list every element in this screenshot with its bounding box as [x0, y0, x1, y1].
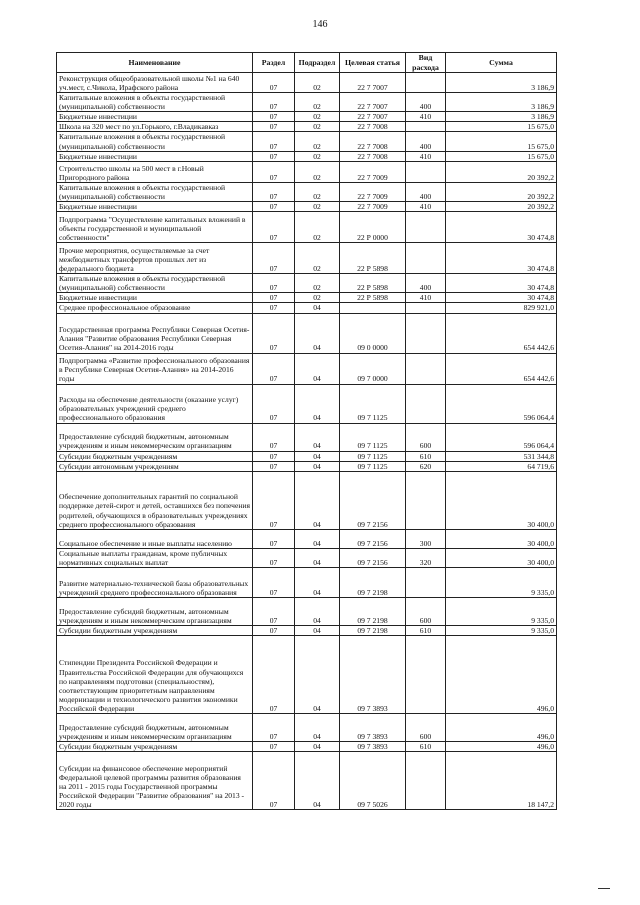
- cell-target-article: 09 7 3893: [340, 636, 406, 714]
- cell-target-article: 22 7 7007: [340, 73, 406, 93]
- cell-expense-type: 320: [406, 548, 446, 567]
- cell-sum: 531 344,8: [446, 451, 557, 461]
- cell-name: Предоставление субсидий бюджетным, автономным учреждениям и иным некоммерческим организациям: [57, 714, 253, 742]
- cell-sum: 30 400,0: [446, 529, 557, 548]
- table-row: [57, 112, 557, 122]
- header-razdel: Раздел: [253, 53, 295, 73]
- cell-expense-type: [406, 353, 446, 384]
- cell-razdel: 07: [253, 597, 295, 625]
- cell-razdel: 07: [253, 243, 295, 274]
- cell-podrazdel: 04: [295, 548, 340, 567]
- cell-target-article: 22 Р 0000: [340, 212, 406, 243]
- cell-razdel: 07: [253, 313, 295, 353]
- table-body: [57, 73, 557, 810]
- cell-target-article: 09 7 2156: [340, 471, 406, 529]
- cell-target-article: 09 7 2198: [340, 625, 406, 635]
- table-row: [57, 303, 557, 313]
- cell-expense-type: 610: [406, 742, 446, 752]
- cell-sum: 9 335,0: [446, 567, 557, 597]
- cell-sum: 496,0: [446, 714, 557, 742]
- budget-table: [56, 52, 557, 810]
- cell-target-article: 09 7 1125: [340, 423, 406, 451]
- cell-podrazdel: 02: [295, 243, 340, 274]
- cell-expense-type: 400: [406, 93, 446, 112]
- cell-razdel: 07: [253, 423, 295, 451]
- cell-target-article: [340, 303, 406, 313]
- cell-target-article: 22 7 7008: [340, 122, 406, 132]
- cell-podrazdel: 04: [295, 742, 340, 752]
- cell-name: Стипендии Президента Российской Федерации и Правительства Российской Федерации для обучающихся по направлениям подготовки (специальностям), соответствующим приоритетным направлениям модернизации и технологического развития экономики Российской Федерации: [57, 636, 253, 714]
- cell-expense-type: [406, 212, 446, 243]
- table-header: [57, 53, 557, 73]
- header-expense-type: Вид расхода: [406, 53, 446, 73]
- cell-target-article: 09 7 3893: [340, 742, 406, 752]
- cell-razdel: 07: [253, 353, 295, 384]
- cell-expense-type: 400: [406, 182, 446, 201]
- cell-podrazdel: 04: [295, 384, 340, 423]
- cell-razdel: 07: [253, 112, 295, 122]
- table-row: [57, 423, 557, 451]
- table-row: [57, 742, 557, 752]
- table-row: [57, 151, 557, 161]
- cell-expense-type: 300: [406, 529, 446, 548]
- table-row: [57, 451, 557, 461]
- header-target-article: Целевая статья: [340, 53, 406, 73]
- cell-name: Прочие мероприятия, осуществляемые за счет межбюджетных трансфертов прошлых лет из федерального бюджета: [57, 243, 253, 274]
- cell-name: Обеспечение дополнительных гарантий по социальной поддержке детей-сирот и детей, оставшихся без попечения родителей, обучающихся в образовательных учреждениях среднего профессионального образования: [57, 471, 253, 529]
- cell-razdel: 07: [253, 93, 295, 112]
- table-row: [57, 161, 557, 182]
- table-row: [57, 313, 557, 353]
- cell-name: Субсидии бюджетным учреждениям: [57, 451, 253, 461]
- cell-target-article: 22 7 7007: [340, 112, 406, 122]
- cell-sum: 30 474,8: [446, 243, 557, 274]
- cell-name: Субсидии бюджетным учреждениям: [57, 625, 253, 635]
- cell-sum: 15 675,0: [446, 132, 557, 151]
- cell-target-article: 09 7 2156: [340, 529, 406, 548]
- cell-razdel: 07: [253, 548, 295, 567]
- cell-target-article: 22 7 7009: [340, 161, 406, 182]
- cell-name: Строительство школы на 500 мест в г.Новый Пригородного района: [57, 161, 253, 182]
- cell-sum: 30 400,0: [446, 471, 557, 529]
- cell-podrazdel: 02: [295, 73, 340, 93]
- cell-expense-type: [406, 636, 446, 714]
- cell-sum: 30 400,0: [446, 548, 557, 567]
- cell-sum: 9 335,0: [446, 597, 557, 625]
- cell-expense-type: [406, 73, 446, 93]
- cell-target-article: 22 7 7008: [340, 132, 406, 151]
- table-row: [57, 461, 557, 471]
- cell-sum: 30 474,8: [446, 293, 557, 303]
- table-row: [57, 212, 557, 243]
- cell-expense-type: [406, 384, 446, 423]
- cell-target-article: 22 7 7009: [340, 182, 406, 201]
- table-row: [57, 548, 557, 567]
- cell-podrazdel: 04: [295, 752, 340, 810]
- cell-sum: 30 474,8: [446, 212, 557, 243]
- cell-expense-type: 400: [406, 132, 446, 151]
- cell-razdel: 07: [253, 151, 295, 161]
- table-row: [57, 73, 557, 93]
- cell-expense-type: 400: [406, 274, 446, 293]
- cell-expense-type: [406, 313, 446, 353]
- cell-razdel: 07: [253, 461, 295, 471]
- cell-podrazdel: 02: [295, 212, 340, 243]
- header-name: Наименование: [57, 53, 253, 73]
- cell-sum: 3 186,9: [446, 93, 557, 112]
- cell-sum: 15 675,0: [446, 151, 557, 161]
- cell-razdel: 07: [253, 201, 295, 211]
- cell-expense-type: 610: [406, 625, 446, 635]
- cell-name: Подпрограмма "Осуществление капитальных вложений в объекты государственной и муниципальной собственности": [57, 212, 253, 243]
- cell-sum: 20 392,2: [446, 182, 557, 201]
- table-row: [57, 122, 557, 132]
- cell-expense-type: 410: [406, 201, 446, 211]
- table-row: [57, 752, 557, 810]
- cell-podrazdel: 04: [295, 451, 340, 461]
- cell-name: Предоставление субсидий бюджетным, автономным учреждениям и иным некоммерческим организациям: [57, 423, 253, 451]
- cell-target-article: 09 7 0000: [340, 353, 406, 384]
- cell-podrazdel: 02: [295, 274, 340, 293]
- cell-razdel: 07: [253, 161, 295, 182]
- cell-name: Подпрограмма «Развитие профессионального образования в Республике Северная Осетия-Алания» на 2014-2016 годы: [57, 353, 253, 384]
- cell-expense-type: 600: [406, 714, 446, 742]
- cell-podrazdel: 02: [295, 161, 340, 182]
- cell-sum: 18 147,2: [446, 752, 557, 810]
- cell-podrazdel: 02: [295, 122, 340, 132]
- cell-podrazdel: 04: [295, 636, 340, 714]
- cell-sum: 20 392,2: [446, 201, 557, 211]
- cell-name: Социальное обеспечение и иные выплаты населению: [57, 529, 253, 548]
- cell-expense-type: [406, 567, 446, 597]
- cell-target-article: 09 7 1125: [340, 461, 406, 471]
- cell-expense-type: [406, 243, 446, 274]
- cell-sum: 3 186,9: [446, 73, 557, 93]
- cell-name: Расходы на обеспечение деятельности (оказание услуг) образовательных учреждений среднего профессионального образования: [57, 384, 253, 423]
- table-row: [57, 274, 557, 293]
- table-row: [57, 529, 557, 548]
- header-sum: Сумма: [446, 53, 557, 73]
- cell-target-article: 09 7 1125: [340, 384, 406, 423]
- footer-mark: [598, 888, 610, 889]
- cell-sum: 64 719,6: [446, 461, 557, 471]
- cell-expense-type: [406, 161, 446, 182]
- cell-target-article: 09 7 2156: [340, 548, 406, 567]
- table-row: [57, 293, 557, 303]
- cell-sum: 596 064,4: [446, 423, 557, 451]
- cell-expense-type: 410: [406, 293, 446, 303]
- cell-expense-type: 600: [406, 597, 446, 625]
- cell-podrazdel: 04: [295, 353, 340, 384]
- cell-podrazdel: 02: [295, 93, 340, 112]
- cell-razdel: 07: [253, 714, 295, 742]
- cell-razdel: 07: [253, 625, 295, 635]
- cell-expense-type: [406, 471, 446, 529]
- table-row: [57, 597, 557, 625]
- cell-podrazdel: 04: [295, 313, 340, 353]
- cell-razdel: 07: [253, 212, 295, 243]
- cell-razdel: 07: [253, 303, 295, 313]
- table-row: [57, 182, 557, 201]
- page-number: 146: [312, 19, 328, 30]
- table-row: [57, 714, 557, 742]
- cell-razdel: 07: [253, 132, 295, 151]
- cell-podrazdel: 02: [295, 182, 340, 201]
- cell-podrazdel: 04: [295, 423, 340, 451]
- table-row: [57, 243, 557, 274]
- cell-razdel: 07: [253, 73, 295, 93]
- cell-sum: 496,0: [446, 636, 557, 714]
- cell-name: Субсидии бюджетным учреждениям: [57, 742, 253, 752]
- cell-name: Государственная программа Республики Северная Осетия-Алания "Развитие образования Республики Северная Осетия-Алания" на 2014-2016 годы: [57, 313, 253, 353]
- cell-podrazdel: 04: [295, 567, 340, 597]
- cell-sum: 9 335,0: [446, 625, 557, 635]
- cell-target-article: 09 7 1125: [340, 451, 406, 461]
- cell-podrazdel: 04: [295, 303, 340, 313]
- table-row: [57, 353, 557, 384]
- cell-sum: 3 186,9: [446, 112, 557, 122]
- cell-sum: 20 392,2: [446, 161, 557, 182]
- cell-name: Социальные выплаты гражданам, кроме публичных нормативных социальных выплат: [57, 548, 253, 567]
- cell-expense-type: 620: [406, 461, 446, 471]
- table-row: [57, 132, 557, 151]
- table-row: [57, 93, 557, 112]
- table-row: [57, 636, 557, 714]
- cell-podrazdel: 04: [295, 597, 340, 625]
- cell-name: Развитие материально-технической базы образовательных учреждений среднего профессионального образования: [57, 567, 253, 597]
- cell-sum: 654 442,6: [446, 353, 557, 384]
- cell-sum: 15 675,0: [446, 122, 557, 132]
- cell-name: Бюджетные инвестиции: [57, 201, 253, 211]
- cell-target-article: 22 Р 5898: [340, 293, 406, 303]
- cell-name: Бюджетные инвестиции: [57, 151, 253, 161]
- cell-razdel: 07: [253, 274, 295, 293]
- cell-name: Субсидии на финансовое обеспечение мероприятий Федеральной целевой программы развития образования на 2011 - 2015 годы Государственной программы Российской Федерации "Развитие образования" на 2013 - 2020 годы: [57, 752, 253, 810]
- table-row: [57, 625, 557, 635]
- cell-name: Капитальные вложения в объекты государственной (муниципальной) собственности: [57, 132, 253, 151]
- cell-podrazdel: 04: [295, 714, 340, 742]
- table-row: [57, 384, 557, 423]
- cell-expense-type: [406, 303, 446, 313]
- cell-podrazdel: 02: [295, 112, 340, 122]
- cell-expense-type: [406, 752, 446, 810]
- table-row: [57, 471, 557, 529]
- cell-sum: 654 442,6: [446, 313, 557, 353]
- cell-expense-type: 410: [406, 112, 446, 122]
- cell-sum: 496,0: [446, 742, 557, 752]
- cell-name: Капитальные вложения в объекты государственной (муниципальной) собственности: [57, 182, 253, 201]
- cell-sum: 596 064,4: [446, 384, 557, 423]
- cell-target-article: 09 7 3893: [340, 714, 406, 742]
- cell-name: Капитальные вложения в объекты государственной (муниципальной) собственности: [57, 274, 253, 293]
- cell-podrazdel: 02: [295, 132, 340, 151]
- cell-podrazdel: 04: [295, 529, 340, 548]
- cell-name: Реконструкция общеобразовательной школы №1 на 640 уч.мест, с.Чикола, Ирафского района: [57, 73, 253, 93]
- cell-name: Капитальные вложения в объекты государственной (муниципальной) собственности: [57, 93, 253, 112]
- cell-razdel: 07: [253, 742, 295, 752]
- cell-podrazdel: 04: [295, 625, 340, 635]
- cell-razdel: 07: [253, 752, 295, 810]
- cell-name: Школа на 320 мест по ул.Горького, г.Владикавказ: [57, 122, 253, 132]
- cell-expense-type: 610: [406, 451, 446, 461]
- cell-sum: 829 921,0: [446, 303, 557, 313]
- cell-name: Субсидии автономным учреждениям: [57, 461, 253, 471]
- cell-target-article: 09 7 2198: [340, 597, 406, 625]
- cell-razdel: 07: [253, 529, 295, 548]
- cell-target-article: 09 7 2198: [340, 567, 406, 597]
- cell-sum: 30 474,8: [446, 274, 557, 293]
- cell-podrazdel: 04: [295, 471, 340, 529]
- cell-razdel: 07: [253, 471, 295, 529]
- header-row: [57, 53, 557, 73]
- cell-name: Бюджетные инвестиции: [57, 293, 253, 303]
- cell-expense-type: [406, 122, 446, 132]
- cell-expense-type: 600: [406, 423, 446, 451]
- cell-name: Бюджетные инвестиции: [57, 112, 253, 122]
- cell-razdel: 07: [253, 384, 295, 423]
- cell-target-article: 22 7 7009: [340, 201, 406, 211]
- cell-razdel: 07: [253, 293, 295, 303]
- cell-target-article: 22 Р 5898: [340, 274, 406, 293]
- cell-podrazdel: 02: [295, 151, 340, 161]
- cell-name: Предоставление субсидий бюджетным, автономным учреждениям и иным некоммерческим организациям: [57, 597, 253, 625]
- cell-target-article: 09 0 0000: [340, 313, 406, 353]
- cell-razdel: 07: [253, 451, 295, 461]
- cell-razdel: 07: [253, 567, 295, 597]
- cell-razdel: 07: [253, 182, 295, 201]
- cell-target-article: 22 Р 5898: [340, 243, 406, 274]
- cell-razdel: 07: [253, 636, 295, 714]
- table-row: [57, 201, 557, 211]
- cell-expense-type: 410: [406, 151, 446, 161]
- cell-podrazdel: 02: [295, 201, 340, 211]
- cell-razdel: 07: [253, 122, 295, 132]
- table-row: [57, 567, 557, 597]
- cell-podrazdel: 02: [295, 293, 340, 303]
- cell-podrazdel: 04: [295, 461, 340, 471]
- header-podrazdel: Подраздел: [295, 53, 340, 73]
- cell-target-article: 22 7 7007: [340, 93, 406, 112]
- cell-name: Среднее профессиональное образование: [57, 303, 253, 313]
- cell-target-article: 09 7 5026: [340, 752, 406, 810]
- cell-target-article: 22 7 7008: [340, 151, 406, 161]
